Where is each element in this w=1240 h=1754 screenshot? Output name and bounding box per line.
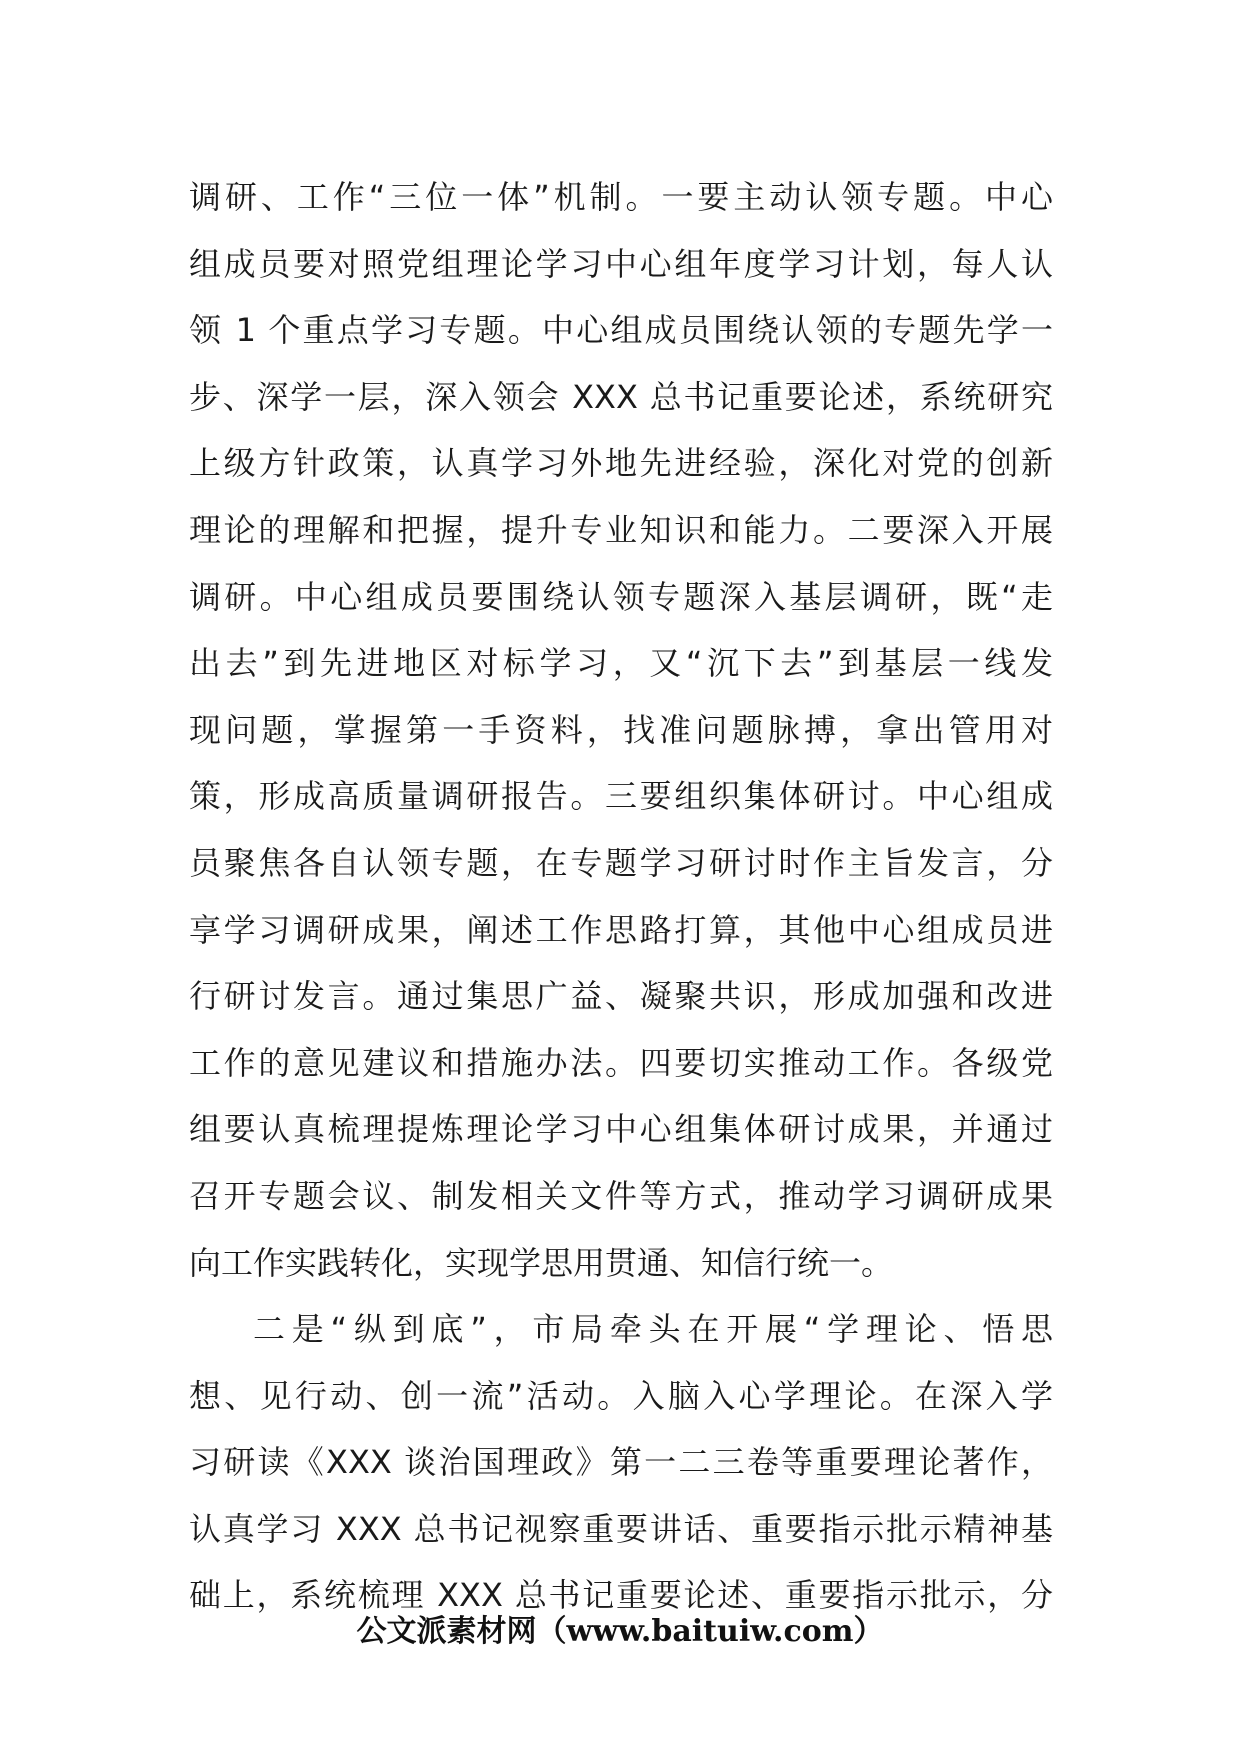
text-line: 础上，系统梳理 XXX 总书记重要论述、重要指示批示，分 <box>189 1576 1053 1615</box>
text-line: 行研讨发言。通过集思广益、凝聚共识，形成加强和改进 <box>189 977 1053 1016</box>
text-line: 员聚焦各自认领专题，在专题学习研讨时作主旨发言，分 <box>189 843 1053 882</box>
paragraph-1 <box>189 164 1053 1296</box>
text-line: 习研读《XXX 谈治国理政》第一二三卷等重要理论著作， <box>189 1443 1053 1482</box>
paragraph-2 <box>189 1296 1053 1629</box>
text-line: 组要认真梳理提炼理论学习中心组集体研讨成果，并通过 <box>189 1110 1053 1149</box>
text-line: 享学习调研成果，阐述工作思路打算，其他中心组成员进 <box>189 910 1053 949</box>
document-body <box>189 164 1053 1629</box>
text-line: 二是“纵到底”，市局牵头在开展“学理论、悟思 <box>253 1310 1053 1349</box>
text-line: 现问题，掌握第一手资料，找准问题脉搏，拿出管用对 <box>189 710 1053 749</box>
text-line: 调研。中心组成员要围绕认领专题深入基层调研，既“走 <box>189 577 1053 616</box>
text-line: 工作的意见建议和措施办法。四要切实推动工作。各级党 <box>189 1043 1053 1082</box>
text-line: 上级方针政策，认真学习外地先进经验，深化对党的创新 <box>189 444 1053 483</box>
text-line: 召开专题会议、制发相关文件等方式，推动学习调研成果 <box>189 1176 1053 1215</box>
text-line: 组成员要对照党组理论学习中心组年度学习计划，每人认 <box>189 244 1053 283</box>
text-line: 想、见行动、创一流”活动。入脑入心学理论。在深入学 <box>189 1376 1053 1415</box>
text-line: 出去”到先进地区对标学习，又“沉下去”到基层一线发 <box>189 644 1053 683</box>
text-line: 认真学习 XXX 总书记视察重要讲话、重要指示批示精神基 <box>189 1509 1053 1548</box>
text-line: 策，形成高质量调研报告。三要组织集体研讨。中心组成 <box>189 777 1053 816</box>
text-line: 理论的理解和把握，提升专业知识和能力。二要深入开展 <box>189 510 1053 549</box>
footer-watermark-text: 公文派素材网（www.baituiw.com） <box>356 1614 884 1649</box>
text-line: 调研、工作“三位一体”机制。一要主动认领专题。中心 <box>189 178 1053 216</box>
text-line: 步、深学一层，深入领会 XXX 总书记重要论述，系统研究 <box>189 377 1053 416</box>
text-line: 领 1 个重点学习专题。中心组成员围绕认领的专题先学一 <box>189 311 1053 350</box>
text-line: 向工作实践转化，实现学思用贯通、知信行统一。 <box>189 1243 894 1282</box>
